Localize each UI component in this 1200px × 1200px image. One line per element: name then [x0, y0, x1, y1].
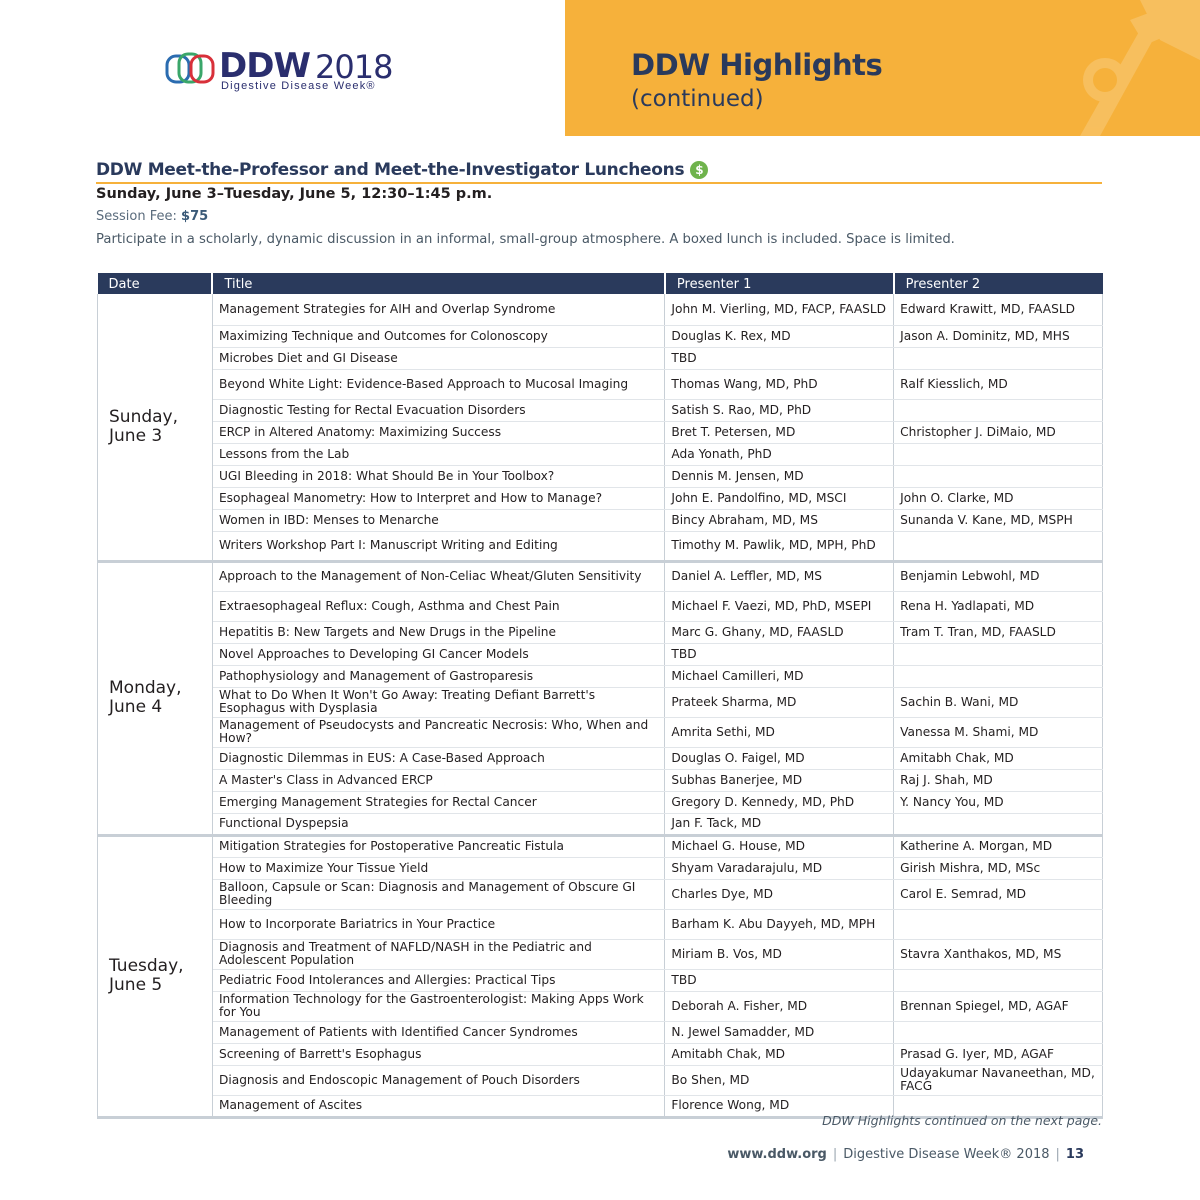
session-title: Diagnosis and Treatment of NAFLD/NASH in the Pediatric and Adolescent Population [212, 939, 664, 969]
banner-subtitle: (continued) [631, 86, 764, 112]
day-label: Sunday, [109, 406, 179, 427]
session-title: Novel Approaches to Developing GI Cancer Models [212, 643, 664, 665]
presenter-1: John E. Pandolfino, MD, MSCI [665, 487, 894, 509]
day-cell-monday [98, 561, 213, 835]
session-title: Management of Patients with Identified Cancer Syndromes [212, 1021, 664, 1043]
table-row [98, 1043, 1103, 1065]
session-title: ERCP in Altered Anatomy: Maximizing Success [212, 421, 664, 443]
header-presenter-1: Presenter 1 [665, 273, 894, 294]
session-description: Participate in a scholarly, dynamic discussion in an informal, small-group atmosphere. A boxed lunch is included. Space is limited. [96, 232, 955, 247]
presenter-1: Marc G. Ghany, MD, FAASLD [665, 621, 894, 643]
section-title [96, 160, 1102, 184]
table-row [98, 369, 1103, 399]
presenter-1: Michael Camilleri, MD [665, 665, 894, 687]
session-title: Pathophysiology and Management of Gastroparesis [212, 665, 664, 687]
presenter-2: Benjamin Lebwohl, MD [894, 561, 1103, 591]
presenter-1: Ada Yonath, PhD [665, 443, 894, 465]
presenter-1: N. Jewel Samadder, MD [665, 1021, 894, 1043]
presenter-1: Amrita Sethi, MD [665, 717, 894, 747]
table-header-row [98, 273, 1103, 294]
presenter-2: Katherine A. Morgan, MD [894, 835, 1103, 857]
table-row [98, 643, 1103, 665]
logo-subtitle: Digestive Disease Week® [221, 80, 376, 92]
header-title: Title [212, 273, 664, 294]
presenter-1: Subhas Banerjee, MD [665, 769, 894, 791]
day-date: June 3 [109, 425, 163, 446]
table-row [98, 909, 1103, 939]
presenter-2: Tram T. Tran, MD, FAASLD [894, 621, 1103, 643]
presenter-1: Thomas Wang, MD, PhD [665, 369, 894, 399]
presenter-2 [894, 531, 1103, 561]
session-fee [96, 209, 208, 224]
presenter-2 [894, 665, 1103, 687]
day-date: June 4 [109, 697, 163, 717]
presenter-2: Ralf Kiesslich, MD [894, 369, 1103, 399]
presenter-1: Douglas O. Faigel, MD [665, 747, 894, 769]
presenter-1: Dennis M. Jensen, MD [665, 465, 894, 487]
presenter-1: Timothy M. Pawlik, MD, MPH, PhD [665, 531, 894, 561]
session-dates: Sunday, June 3–Tuesday, June 5, 12:30–1:45 p.m. [96, 186, 493, 202]
presenter-1: Daniel A. Leffler, MD, MS [665, 561, 894, 591]
page-number: 13 [1065, 1147, 1084, 1162]
presenter-2 [894, 643, 1103, 665]
table-row [98, 687, 1103, 717]
presenter-1: Bret T. Petersen, MD [665, 421, 894, 443]
session-title: Management of Ascites [212, 1095, 664, 1117]
banner-title: DDW Highlights [631, 48, 883, 82]
session-title: Approach to the Management of Non-Celiac Wheat/Gluten Sensitivity [212, 561, 664, 591]
table-row [98, 294, 1103, 325]
table-row [98, 487, 1103, 509]
presenter-2: Amitabh Chak, MD [894, 747, 1103, 769]
session-title: Beyond White Light: Evidence-Based Approach to Mucosal Imaging [212, 369, 664, 399]
presenter-2: John O. Clarke, MD [894, 487, 1103, 509]
presenter-2: Stavra Xanthakos, MD, MS [894, 939, 1103, 969]
day-date: June 5 [109, 975, 163, 995]
table-row [98, 747, 1103, 769]
table-row [98, 399, 1103, 421]
presenter-1: Michael G. House, MD [665, 835, 894, 857]
table-row [98, 591, 1103, 621]
session-title: How to Incorporate Bariatrics in Your Practice [212, 909, 664, 939]
presenter-2: Raj J. Shah, MD [894, 769, 1103, 791]
table-row [98, 1065, 1103, 1095]
presenter-2 [894, 813, 1103, 835]
ddw-logo [165, 48, 405, 98]
day-cell-sunday [98, 294, 213, 561]
table-row [98, 561, 1103, 591]
presenter-2: Girish Mishra, MD, MSc [894, 857, 1103, 879]
presenter-2: Jason A. Dominitz, MD, MHS [894, 325, 1103, 347]
table-row [98, 879, 1103, 909]
day-label: Monday, [109, 678, 182, 698]
highlights-banner [565, 0, 1200, 136]
presenter-1: TBD [665, 969, 894, 991]
session-title: Information Technology for the Gastroenterologist: Making Apps Work for You [212, 991, 664, 1021]
fee-label: Session Fee: [96, 209, 177, 224]
table-row [98, 531, 1103, 561]
session-title: Lessons from the Lab [212, 443, 664, 465]
presenter-1: Michael F. Vaezi, MD, PhD, MSEPI [665, 591, 894, 621]
table-row [98, 421, 1103, 443]
presenter-2 [894, 465, 1103, 487]
presenter-1: Jan F. Tack, MD [665, 813, 894, 835]
presenter-2: Vanessa M. Shami, MD [894, 717, 1103, 747]
presenter-1: Florence Wong, MD [665, 1095, 894, 1117]
logo-year: 2018 [315, 48, 393, 86]
session-title: Writers Workshop Part I: Manuscript Writing and Editing [212, 531, 664, 561]
table-row [98, 325, 1103, 347]
presenter-1: Gregory D. Kennedy, MD, PhD [665, 791, 894, 813]
footer-publication: Digestive Disease Week® 2018 [843, 1147, 1050, 1162]
presenter-1: Bincy Abraham, MD, MS [665, 509, 894, 531]
session-title: Functional Dyspepsia [212, 813, 664, 835]
session-title: How to Maximize Your Tissue Yield [212, 857, 664, 879]
presenter-2: Brennan Spiegel, MD, AGAF [894, 991, 1103, 1021]
presenter-1: TBD [665, 347, 894, 369]
session-title: Extraesophageal Reflux: Cough, Asthma and Chest Pain [212, 591, 664, 621]
table-row [98, 443, 1103, 465]
session-title: Pediatric Food Intolerances and Allergies: Practical Tips [212, 969, 664, 991]
table-row [98, 813, 1103, 835]
table-row [98, 717, 1103, 747]
table-row [98, 991, 1103, 1021]
table-row [98, 347, 1103, 369]
session-title: Diagnostic Dilemmas in EUS: A Case-Based Approach [212, 747, 664, 769]
session-title: Maximizing Technique and Outcomes for Colonoscopy [212, 325, 664, 347]
session-title: Diagnosis and Endoscopic Management of Pouch Disorders [212, 1065, 664, 1095]
header-date: Date [98, 273, 213, 294]
table-row [98, 465, 1103, 487]
presenter-1: John M. Vierling, MD, FACP, FAASLD [665, 294, 894, 325]
section-title-text: DDW Meet-the-Professor and Meet-the-Investigator Luncheons [96, 160, 685, 180]
session-title: Screening of Barrett's Esophagus [212, 1043, 664, 1065]
header-presenter-2: Presenter 2 [894, 273, 1103, 294]
table-row [98, 835, 1103, 857]
day-label: Tuesday, [109, 956, 184, 976]
day-cell-tuesday [98, 835, 213, 1117]
presenter-2 [894, 1021, 1103, 1043]
session-title: UGI Bleeding in 2018: What Should Be in Your Toolbox? [212, 465, 664, 487]
table-row [98, 969, 1103, 991]
presenter-2: Edward Krawitt, MD, FAASLD [894, 294, 1103, 325]
logo-wordmark: DDW [219, 46, 310, 86]
presenter-1: Shyam Varadarajulu, MD [665, 857, 894, 879]
presenter-2 [894, 909, 1103, 939]
presenter-1: Barham K. Abu Dayyeh, MD, MPH [665, 909, 894, 939]
presenter-2: Rena H. Yadlapati, MD [894, 591, 1103, 621]
table-row [98, 857, 1103, 879]
table-row [98, 509, 1103, 531]
session-title: Microbes Diet and GI Disease [212, 347, 664, 369]
footer-separator: | [832, 1147, 838, 1162]
session-title: Diagnostic Testing for Rectal Evacuation Disorders [212, 399, 664, 421]
luncheon-schedule-table [97, 273, 1103, 1119]
session-title: Mitigation Strategies for Postoperative Pancreatic Fistula [212, 835, 664, 857]
presenter-2: Y. Nancy You, MD [894, 791, 1103, 813]
table-row [98, 939, 1103, 969]
fork-decoration-icon [940, 0, 1200, 136]
footer-url[interactable]: www.ddw.org [727, 1147, 827, 1162]
session-title: Balloon, Capsule or Scan: Diagnosis and Management of Obscure GI Bleeding [212, 879, 664, 909]
presenter-1: Satish S. Rao, MD, PhD [665, 399, 894, 421]
presenter-2: Prasad G. Iyer, MD, AGAF [894, 1043, 1103, 1065]
presenter-2 [894, 443, 1103, 465]
presenter-1: Miriam B. Vos, MD [665, 939, 894, 969]
presenter-1: Deborah A. Fisher, MD [665, 991, 894, 1021]
session-title: Hepatitis B: New Targets and New Drugs in the Pipeline [212, 621, 664, 643]
presenter-1: Douglas K. Rex, MD [665, 325, 894, 347]
page-footer [727, 1147, 1084, 1162]
presenter-2 [894, 347, 1103, 369]
presenter-1: TBD [665, 643, 894, 665]
session-title: Women in IBD: Menses to Menarche [212, 509, 664, 531]
presenter-1: Amitabh Chak, MD [665, 1043, 894, 1065]
continued-note: DDW Highlights continued on the next page. [822, 1113, 1102, 1128]
session-title: Management of Pseudocysts and Pancreatic Necrosis: Who, When and How? [212, 717, 664, 747]
table-row [98, 1021, 1103, 1043]
presenter-2 [894, 969, 1103, 991]
table-row [98, 769, 1103, 791]
session-title: A Master's Class in Advanced ERCP [212, 769, 664, 791]
presenter-2: Sachin B. Wani, MD [894, 687, 1103, 717]
session-title: Esophageal Manometry: How to Interpret and How to Manage? [212, 487, 664, 509]
dollar-icon: $ [690, 161, 708, 179]
session-title: Management Strategies for AIH and Overlap Syndrome [212, 294, 664, 325]
table-row [98, 621, 1103, 643]
presenter-1: Bo Shen, MD [665, 1065, 894, 1095]
table-row [98, 791, 1103, 813]
session-title: What to Do When It Won't Go Away: Treating Defiant Barrett's Esophagus with Dysplasia [212, 687, 664, 717]
footer-separator: | [1055, 1147, 1060, 1162]
presenter-2: Udayakumar Navaneethan, MD, FACG [894, 1065, 1103, 1095]
presenter-2: Carol E. Semrad, MD [894, 879, 1103, 909]
presenter-1: Charles Dye, MD [665, 879, 894, 909]
presenter-2: Christopher J. DiMaio, MD [894, 421, 1103, 443]
presenter-2: Sunanda V. Kane, MD, MSPH [894, 509, 1103, 531]
presenter-2 [894, 399, 1103, 421]
fee-value: $75 [181, 209, 209, 224]
table-row [98, 665, 1103, 687]
presenter-1: Prateek Sharma, MD [665, 687, 894, 717]
ddw-logo-mark-icon [165, 52, 215, 86]
session-title: Emerging Management Strategies for Rectal Cancer [212, 791, 664, 813]
